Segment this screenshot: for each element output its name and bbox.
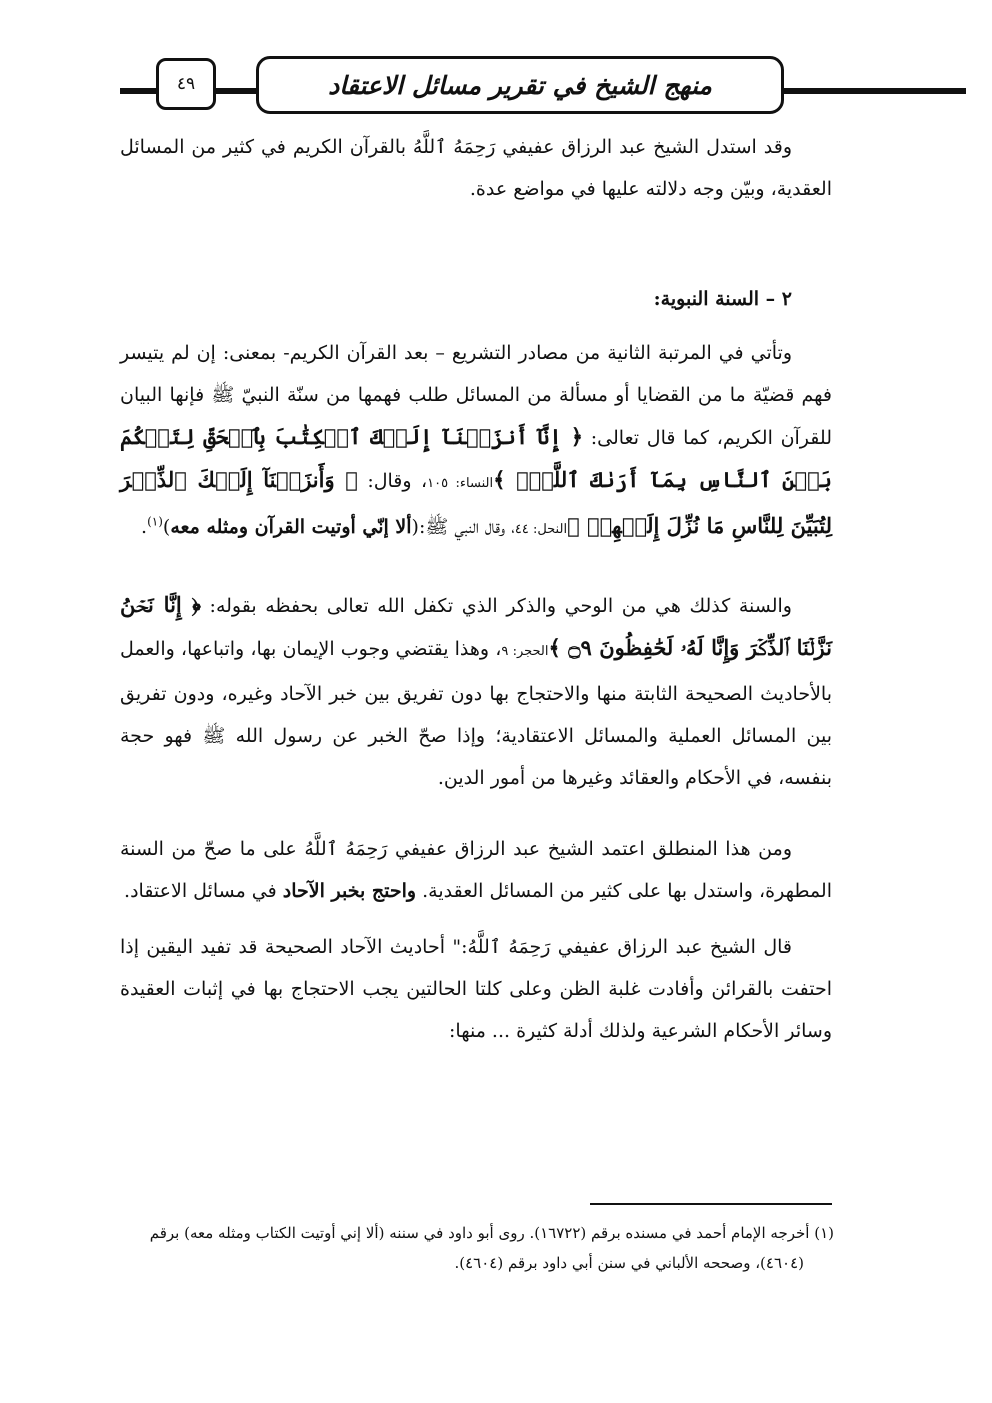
- footnote: [118, 1218, 834, 1278]
- paragraph-body: [120, 332, 832, 551]
- header-rule-right: [780, 88, 966, 94]
- paragraph-sheikh-method: [120, 828, 832, 912]
- paragraph-text: ): [162, 516, 171, 538]
- footnote-line: (٤٦٠٤)، وصححه الألباني في سنن أبي داود برقم (٤٦٠٤).: [454, 1254, 804, 1272]
- quran-verse: ﴿ وَأَنزَلۡنَآ إِلَيۡكَ ٱلذِّكۡرَ لِتُبَيِّنَ لِلنَّاسِ مَا نُزِّلَ إِلَيۡهِمۡ ﴾: [120, 467, 832, 538]
- paragraph-text: ، وقال النبي ﷺ:(: [411, 516, 515, 538]
- page-number: ٤٩: [156, 58, 216, 110]
- paragraph-sunnah-rank: [120, 332, 832, 551]
- paragraph-text: قال الشيخ عبد الرزاق عفيفي رَحِمَهُ ٱللَّهُ:" أحاديث الآحاد الصحيحة قد تفيد اليقين إذا احتفت بالقرائن وأفادت غلبة الظن وعلى كلتا الحالتين يجب الاحتجاج بها في إثبات العقيدة وسائر الأحكام الشرعية ولذلك أدلة كثيرة ... منها:: [120, 936, 832, 1042]
- hadith-text: ألا إنّي أوتيت القرآن ومثله معه: [170, 516, 412, 538]
- paragraph-sunnah-revelation: [120, 584, 832, 799]
- paragraph-text: ومن هذا المنطلق اعتمد الشيخ عبد الرزاق عفيفي رَحِمَهُ ٱللَّهُ على ما صحّ من السنة المطهرة، واستدل بها على كثير من المسائل العقدية.: [120, 838, 832, 902]
- footnote-reference: (١): [147, 514, 163, 529]
- paragraph-text: ، وقال:: [367, 470, 428, 492]
- verse-source: الحجر: ٩: [501, 644, 549, 659]
- paragraph-body: [120, 828, 832, 912]
- paragraph-body: [120, 584, 832, 799]
- quran-verse: ﴿ إِنَّا نَحۡنُ نَزَّلۡنَا ٱلذِّكۡرَ وَإِنَّا لَهُۥ لَحَٰفِظُونَ ۝٩ ﴾: [120, 592, 832, 660]
- paragraph-quran-evidence: [120, 126, 832, 210]
- paragraph-text: .: [141, 516, 148, 538]
- verse-source: النساء: ١٠٥: [427, 476, 494, 491]
- paragraph-sheikh-quote: [120, 926, 832, 1052]
- section-title-sunnah: ٢ – السنة النبوية:: [653, 288, 792, 310]
- footnote-separator: [590, 1203, 832, 1205]
- running-title: منهج الشيخ في تقرير مسائل الاعتقاد: [256, 56, 784, 114]
- emphasis-text: واحتج بخبر الآحاد: [282, 880, 417, 902]
- header-rule-left: [120, 88, 160, 94]
- paragraph-text: وتأتي في المرتبة الثانية من مصادر التشريع – بعد القرآن الكريم- بمعنى: إن لم يتيسر فهم قضيّة ما من القضايا أو مسألة من المسائل طلب فهمها من سنّة النبيّ ﷺ فإنها البيان للقرآن الكريم، كما قال تعالى:: [120, 342, 832, 449]
- verse-source: النحل: ٤٤: [514, 522, 568, 537]
- paragraph-text: وقد استدل الشيخ عبد الرزاق عفيفي رَحِمَهُ ٱللَّهُ بالقرآن الكريم في كثير من المسائل العقدية، وبيّن وجه دلالته عليها في مواضع عدة.: [120, 136, 832, 200]
- paragraph-text: ، وهذا يقتضي وجوب الإيمان بها، واتباعها، والعمل بالأحاديث الصحيحة الثابتة منها والاحتجاج بها دون تفريق بين خبر الآحاد وغيره، ودون تفريق بين المسائل العملية والمسائل الاعتقادية؛ وإذا صحّ الخبر عن رسول الله ﷺ فهو حجة بنفسه، في الأحكام والعقائد وغيرها من أمور الدين.: [120, 638, 832, 789]
- header-rule-middle: [212, 88, 258, 94]
- quran-verse: ﴿ إِنَّآ أَنزَلۡنَآ إِلَيۡكَ ٱلۡكِتَٰبَ بِٱلۡحَقِّ لِتَحۡكُمَ بَيۡنَ ٱلنَّاسِ بِمَآ أَرَىٰكَ ٱللَّهُۚ ﴾: [120, 424, 832, 492]
- footnote-line: (١) أخرجه الإمام أحمد في مسنده برقم (١٦٧٢٢). روى أبو داود في سننه (ألا إني أوتيت الكتاب ومثله معه) برقم: [149, 1224, 834, 1242]
- paragraph-text: والسنة كذلك هي من الوحي والذكر الذي تكفل الله تعالى بحفظه بقوله:: [209, 595, 792, 617]
- section-heading: [120, 278, 832, 320]
- paragraph-text: في مسائل الاعتقاد.: [124, 880, 277, 902]
